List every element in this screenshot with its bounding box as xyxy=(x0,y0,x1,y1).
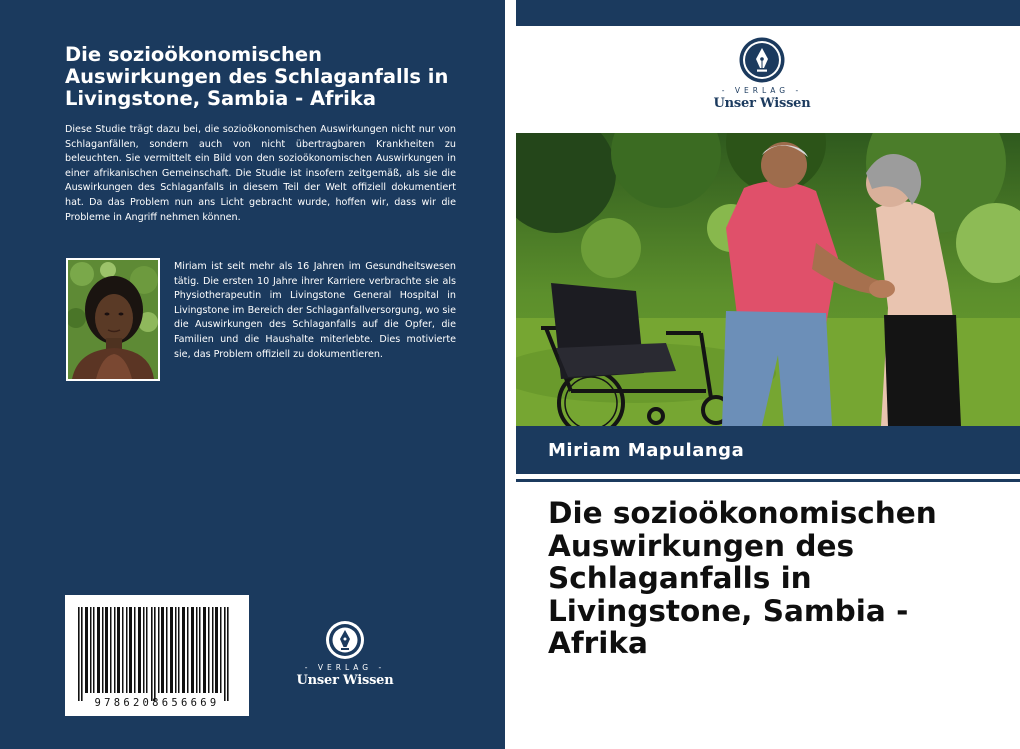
isbn-number: 9786208656669 xyxy=(94,697,220,709)
front-publisher-logo xyxy=(700,37,824,111)
back-publisher-logo xyxy=(295,620,395,688)
pen-nib-logo-icon xyxy=(325,620,365,660)
back-cover xyxy=(0,0,505,749)
isbn-barcode xyxy=(65,595,249,716)
author-biography: Miriam ist seit mehr als 16 Jahren im Gesundheitswesen tätig. Die ersten 10 Jahre ihrer Karriere verbrachte sie als Physiotherapeutin im Livingstone General Hospital in Livingstone im Bereich der Schlaganfallversorgung, wo sie die Auswirkungen des Schlaganfalls auf die Opfer, die Familien und die Haushalte miterlebte. Dies motivierte sie, das Problem offiziell zu dokumentieren. xyxy=(174,261,456,360)
front-top-bar xyxy=(516,0,1020,26)
front-cover-title: Die sozioökonomischen Auswirkungen des Schlaganfalls in Livingstone, Sambia - Afrika xyxy=(548,496,937,660)
author-band xyxy=(516,426,1020,474)
title-divider xyxy=(516,479,1020,482)
front-verlag-label: - VERLAG - xyxy=(721,86,803,95)
back-cover-description: Diese Studie trägt dazu bei, die sozioökonomischen Auswirkungen nicht nur von Schlaganfällen, sondern auch von nicht übertragbaren Krankheiten zu beleuchten. Sie vermittelt ein Bild von den sozioökonomischen Auswirkungen in einer afrikanischen Gemeinschaft. Die Studie ist insofern zeitgemäß, als sie die Auswirkungen des Schlaganfalls in diesem Teil der Welt offiziell dokumentiert hat. Da das Problem nun ans Licht gebracht wurde, hoffen wir, dass wir die Probleme in Angriff nehmen können. xyxy=(65,124,456,223)
front-publisher-name: Unser Wissen xyxy=(713,96,811,111)
author-portrait xyxy=(66,258,160,381)
spine-gap xyxy=(505,0,516,749)
back-cover-title: Die sozioökonomischen Auswirkungen des Schlaganfalls in Livingstone, Sambia - Afrika xyxy=(65,43,449,110)
pen-nib-logo-icon xyxy=(739,37,785,83)
back-verlag-label: - VERLAG - xyxy=(304,663,386,672)
back-publisher-name: Unser Wissen xyxy=(296,673,394,688)
author-name: Miriam Mapulanga xyxy=(548,440,745,461)
cover-photo xyxy=(516,133,1020,426)
